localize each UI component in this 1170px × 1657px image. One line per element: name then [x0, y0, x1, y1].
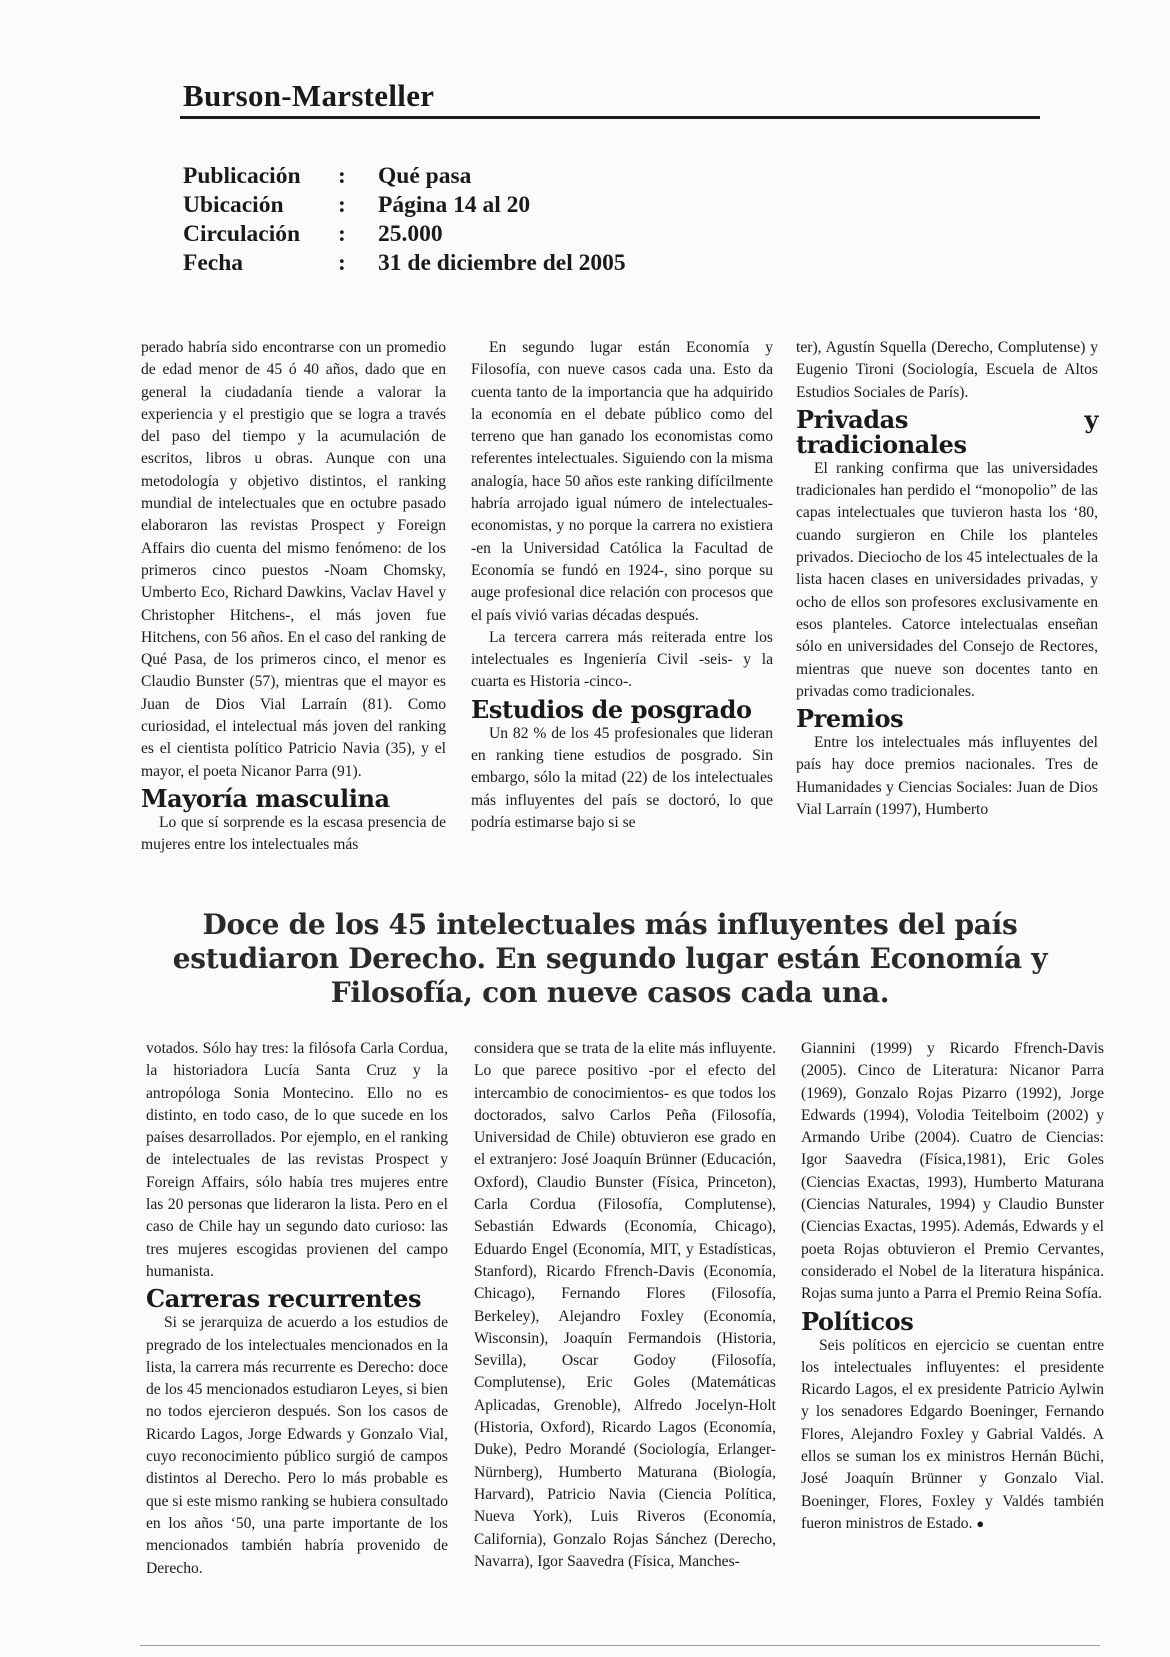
lower-column-1 — [146, 1038, 448, 1580]
body-paragraph: Entre los intelectuales más influyentes del país hay doce premios nacionales. Tres de Humanidades y Ciencias Sociales: Juan de Dios Vial Larraín (1997), Humberto — [796, 734, 1098, 819]
section-heading: Políticos — [801, 1306, 914, 1336]
meta-separator: : — [338, 192, 346, 218]
section-heading: Mayoría masculina — [141, 783, 390, 813]
body-paragraph: Giannini (1999) y Ricardo Ffrench-Davis (2005). Cinco de Literatura: Nicanor Parra (1969), Gonzalo Rojas Pizarro (1992), Jorge Edwards (1994), Volodia Teitelboim (2002) y Armando Uribe (2004). Cuatro de Ciencias: Igor Saavedra (Física,1981), Eric Goles (Ciencias Exactas, 1993), Humberto Maturana (Ciencias Naturales, 1994) y Claudio Bunster (Ciencias Exactas, 1995). Además, Edwards y el poeta Rojas obtuvieron el Premio Cervantes, considerado el Nobel de la literatura hispánica. Rojas suma junto a Parra el Premio Reina Sofía. — [801, 1040, 1104, 1303]
lower-column-2 — [474, 1038, 776, 1573]
meta-value: Qué pasa — [378, 163, 472, 189]
bottom-rule — [140, 1645, 1100, 1646]
header-rule — [180, 116, 1040, 119]
body-paragraph: El ranking confirma que las universidades tradicionales han perdido el “monopolio” de las capas intelectuales que tuvieron hasta los ‘80, cuando surgieron en Chile los planteles privados. Dieciocho de los 45 intelectuales de la lista hacen clases en universidades privadas, y ocho de ellos son profesores exclusivamente en esos planteles. Catorce intelectualas enseñan sólo en universidades del Consejo de Rectores, mientras que nueve son docentes tanto en privadas como tradicionales. — [796, 459, 1098, 700]
meta-value: Página 14 al 20 — [378, 192, 531, 218]
meta-separator: : — [338, 163, 346, 189]
body-paragraph: ter), Agustín Squella (Derecho, Complutense) y Eugenio Tironi (Sociología, Escuela de Altos Estudios Sociales de París). — [796, 339, 1098, 401]
body-paragraph: Un 82 % de los 45 profesionales que lideran en ranking tiene estudios de posgrado. Sin embargo, sólo la mitad (22) de los intelectuales más influyentes del país se doctoró, lo que podría estimarse bajo si se — [471, 724, 773, 831]
meta-row-fecha — [183, 249, 626, 278]
section-heading: Estudios de posgrado — [471, 694, 752, 724]
section-heading: Carreras recurrentes — [146, 1284, 422, 1314]
meta-value: 31 de diciembre del 2005 — [378, 250, 626, 276]
meta-label: Ubicación — [183, 192, 284, 218]
meta-separator: : — [338, 221, 346, 247]
lower-column-3 — [801, 1038, 1104, 1535]
meta-row-publicacion — [183, 162, 626, 191]
body-paragraph: Si se jerarquiza de acuerdo a los estudios de pregrado de los intelectuales mencionados en la lista, la carrera más recurrente es Derecho: doce de los 45 mencionados estudiaron Leyes, si bien no todos ejercieron después. Son los casos de Ricardo Lagos, Jorge Edwards y Gonzalo Vial, cuyo reconocimiento público surgió de campos distintos al Derecho. Pero lo más probable es que si este mismo ranking se hubiera consultado en los años ‘50, una parte importante de los mencionados también habría provenido de Derecho. — [146, 1314, 448, 1577]
body-paragraph: Lo que sí sorprende es la escasa presencia de mujeres entre los intelectuales más — [141, 813, 446, 854]
final-paragraph-text: Seis políticos en ejercicio se cuentan entre los intelectuales influyentes: el presidente Ricardo Lagos, el ex presidente Patricio Aylwin y los senadores Edgardo Boeninger, Fernando Flores, Alejandro Foxley y Gabrial Valdés. A ellos se suman los ex ministros Hernán Büchi, José Joaquín Brünner y Gonzalo Vial. Boeninger, Flores, Foxley y Valdés también fueron ministros de Estado. — [801, 1336, 1104, 1532]
upper-column-1 — [141, 337, 446, 857]
meta-label: Fecha — [183, 250, 244, 276]
upper-column-2 — [471, 337, 773, 834]
pull-quote: Doce de los 45 intelectuales más influyentes del país estudiaron Derecho. En segundo lugar están Economía y Filosofía, con nueve casos cada una. — [172, 908, 1048, 1009]
body-paragraph: perado habría sido encontrarse con un promedio de edad menor de 45 ó 40 años, dado que en general la ciudadanía tiende a valorar la experiencia y el prestigio que se logra a través del paso del tiempo y la acumulación de escritos, libros u obras. Aunque con una metodología y objetivo distintos, el ranking mundial de intelectuales que en octubre pasado elaboraron las revistas Prospect y Foreign Affairs dio cuenta del mismo fenómeno: de los primeros cinco puestos -Noam Chomsky, Umberto Eco, Richard Dawkins, Vaclav Havel y Christopher Hitchens-, el más joven fue Hitchens, con 56 años. En el caso del ranking de Qué Pasa, de los primeros cinco, el menor es Claudio Bunster (57), mientras que el mayor es Juan de Dios Vial Larraín (81). Como curiosidad, el intelectual más joven del ranking es el cientista político Patricio Navia (35), y el mayor, el poeta Nicanor Parra (91). — [141, 339, 446, 780]
body-paragraph: votados. Sólo hay tres: la filósofa Carla Cordua, la historiadora Lucía Santa Cruz y la antropóloga Sonia Montecino. Ello no es distinto, en todo caso, de lo que sucede en los países desarrollados. Por ejemplo, en el ranking de intelectuales de las revistas Prospect y Foreign Affairs, sólo había tres mujeres entre las 20 personas que lideraron la lista. Pero en el caso de Chile hay un segundo dato curioso: las tres mujeres escogidas provienen del campo humanista. — [146, 1040, 448, 1280]
body-paragraph: En segundo lugar están Economía y Filosofía, con nueve casos cada una. Esto da cuenta tanto de la importancia que ha adquirido la economía en el debate público como del terreno que han ganado los economistas como referentes intelectuales. Siguiendo con la misma analogía, hace 50 años este ranking difícilmente habría arrojado igual número de intelectuales-economistas, y no porque la carrera no existiera -en la Universidad Católica la Facultad de Economía se fundó en 1924-, sino porque su auge profesional dice relación con procesos que el país vivió varias décadas después. — [471, 339, 773, 624]
meta-row-ubicacion — [183, 191, 626, 220]
meta-row-circulacion — [183, 220, 626, 249]
clipping-metadata — [183, 162, 626, 278]
section-heading: Premios — [796, 704, 904, 734]
upper-column-3 — [796, 337, 1098, 821]
body-paragraph: considera que se trata de la elite más influyente. Lo que parece positivo -por el efecto del intercambio de conocimientos- es que todos los doctorados, salvo Carlos Peña (Filosofía, Universidad de Chile) obtuvieron ese grado en el extranjero: José Joaquín Brünner (Educación, Oxford), Claudio Bunster (Física, Princeton), Carla Cordua (Filosofía, Complutense), Sebastián Edwards (Economía, Chicago), Eduardo Engel (Economía, MIT, y Estadísticas, Stanford), Ricardo Ffrench-Davis (Economía, Chicago), Fernando Flores (Filosofía, Berkeley), Alejandro Foxley (Economía, Wisconsin), Joaquín Fermandois (Historia, Sevilla), Oscar Godoy (Filosofía, Complutense), Eric Goles (Matemáticas Aplicadas, Grenoble), Alfredo Jocelyn-Holt (Historia, Oxford), Ricardo Lagos (Economía, Duke), Pedro Morandé (Sociología, Erlanger-Nürnberg), Humberto Maturana (Biología, Harvard), Patricio Navia (Ciencia Política, Nueva York), Luis Riveros (Economía, California), Gonzalo Rojas Sánchez (Derecho, Navarra), Igor Saavedra (Física, Manches- — [474, 1040, 776, 1570]
meta-label: Publicación — [183, 163, 301, 189]
meta-value: 25.000 — [378, 221, 443, 247]
body-paragraph: La tercera carrera más reiterada entre los intelectuales es Ingeniería Civil -seis- y la cuarta es Historia -cinco-. — [471, 628, 773, 691]
meta-separator: : — [338, 250, 346, 276]
section-heading: Privadas y tradicionales — [796, 404, 1098, 459]
body-paragraph — [801, 1335, 1104, 1536]
publication-brand: Burson-Marsteller — [183, 78, 435, 113]
end-of-article-mark: ● — [976, 1515, 985, 1531]
meta-label: Circulación — [183, 221, 301, 247]
